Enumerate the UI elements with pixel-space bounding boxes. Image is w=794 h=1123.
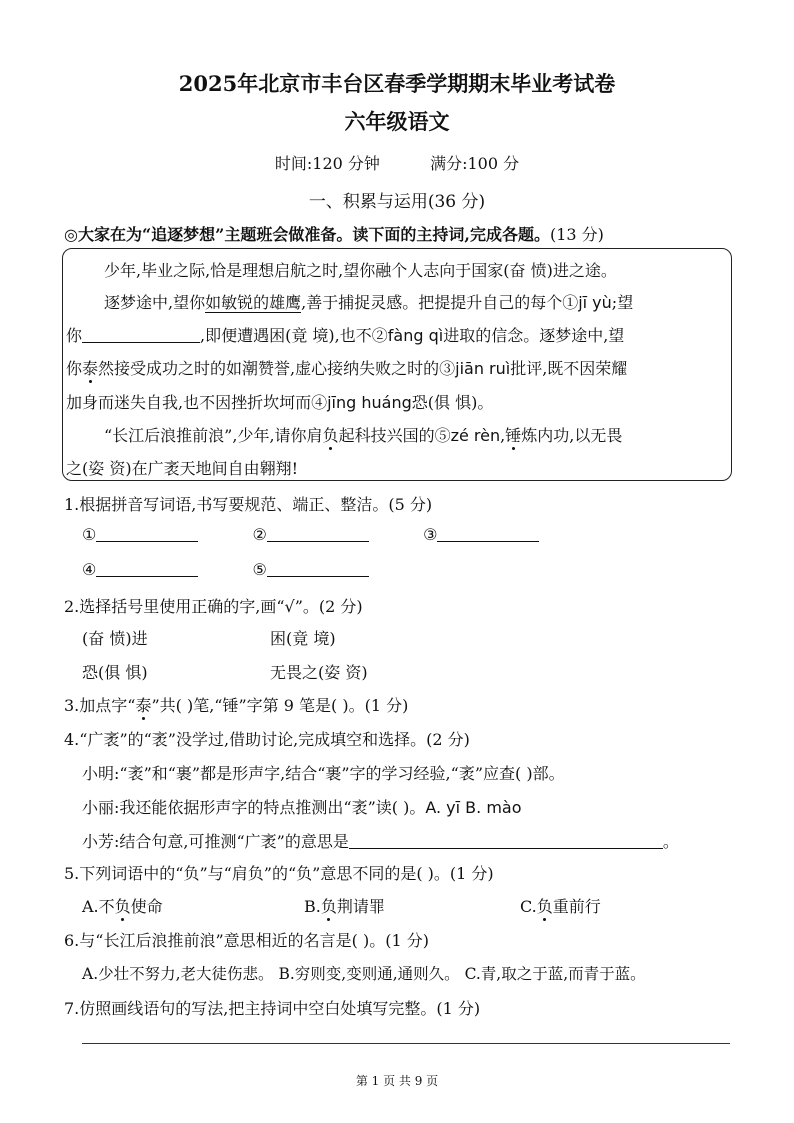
fill-blank-answer[interactable] (82, 326, 200, 343)
option-text: 重前行 (552, 897, 601, 916)
passage-line-4 (66, 356, 627, 379)
q4-text: 小芳:结合句意,可推测“广袤”的意思是 (82, 832, 349, 851)
option-text: A.不 (82, 897, 115, 916)
question-1: 1.根据拼音写词语,书写要规范、端正、整洁。(5 分) (64, 495, 433, 514)
q1-answer-row-1 (82, 525, 539, 544)
passage-line-6 (104, 423, 622, 446)
q6-options[interactable]: A.少壮不努力,老大徒伤悲。 B.穷则变,变则通,通则久。 C.青,取之于蓝,而青于蓝。 (82, 965, 646, 983)
passage-text: 恐(俱 惧)。 (411, 393, 494, 412)
q4-xiaoli (82, 795, 522, 818)
q4-xiaoming: 小明:“袤”和“裹”都是形声字,结合“裹”字的学习经验,“袤”应查( )部。 (82, 764, 565, 783)
passage-text: 逐梦途中,望你 (104, 293, 206, 312)
intro-text: ◎大家在为“追逐梦想”主题班会做准备。读下面的主持词,完成各题。 (64, 225, 550, 244)
option-text: B. (304, 897, 321, 916)
pinyin-2: fàng qì (387, 326, 444, 345)
option-text: 荆请罪 (336, 897, 385, 916)
question-4: 4.“广袤”的“袤”没学过,借助讨论,完成填空和选择。(2 分) (64, 730, 470, 749)
q1-answer-row-2 (82, 560, 369, 579)
q5-option-c[interactable] (520, 894, 601, 917)
question-3 (64, 693, 408, 716)
time-limit: 时间:120 分钟 (274, 154, 380, 173)
answer-blank-3[interactable] (437, 525, 539, 542)
passage-text: , (500, 426, 506, 445)
passage-line-7: 之(姿 资)在广袤天地间自由翱翔! (66, 459, 299, 478)
q3-text: ”共( )笔,“锤”字第 9 笔是( )。(1 分) (151, 696, 409, 715)
answer-number: ① (82, 525, 97, 544)
footer-divider (82, 1043, 730, 1044)
answer-blank-5[interactable] (267, 560, 369, 577)
pinyin-5: zé rèn (450, 426, 501, 445)
option-text: C. (520, 897, 537, 916)
passage-line-3 (66, 323, 624, 346)
q3-text: 3.加点字“ (64, 696, 136, 715)
exam-title: 2025年北京市丰台区春季学期期末毕业考试卷 (178, 71, 616, 96)
passage-text: 炼内功,以无畏 (521, 426, 623, 445)
q4-text: 。 (662, 832, 679, 851)
question-6: 6.与“长江后浪推前浪”意思相近的名言是( )。(1 分) (64, 931, 429, 950)
q4-pinyin-options[interactable]: A. yī B. mào (425, 798, 522, 817)
intro-points: (13 分) (549, 225, 604, 244)
question-5: 5.下列词语中的“负”与“肩负”的“负”意思不同的是( )。(1 分) (64, 864, 494, 883)
q4-text: 小丽:我还能依据形声字的特点推测出“袤”读( )。 (82, 798, 426, 817)
question-2: 2.选择括号里使用正确的字,画“√”。(2 分) (64, 597, 363, 616)
exam-subtitle: 六年级语文 (344, 109, 450, 134)
question-7: 7.仿照画线语句的写法,把主持词中空白处填写完整。(1 分) (64, 999, 481, 1018)
pinyin-4: jīng huáng (327, 393, 412, 412)
q2-option-2[interactable]: 困(竟 境) (270, 629, 336, 648)
dotted-char: 泰 (82, 359, 99, 378)
q5-option-b[interactable] (304, 894, 385, 917)
dotted-char: 负 (114, 897, 131, 916)
exam-meta (0, 151, 794, 174)
passage-line-1: 少年,毕业之际,恰是理想启航之时,望你融个人志向于国家(奋 愤)进之途。 (104, 261, 617, 280)
passage-text: “长江后浪推前浪”,少年,请你肩 (104, 426, 323, 445)
passage-text: 你 (66, 359, 83, 378)
passage-text: ,即便遭遇困(竟 境),也不② (200, 326, 388, 345)
pinyin-1: jī yù (578, 293, 612, 312)
q4-answer-blank[interactable] (349, 832, 663, 849)
passage-text: 进取的信念。逐梦途中,望 (443, 326, 625, 345)
dotted-char: 泰 (135, 696, 152, 715)
option-text: 使命 (130, 897, 163, 916)
section-intro (64, 222, 604, 245)
passage-text: ;望 (611, 293, 634, 312)
section-heading: 一、积累与运用(36 分) (308, 192, 486, 212)
underlined-phrase: 如敏锐的雄鹰 (205, 293, 302, 312)
dotted-char: 负 (320, 897, 337, 916)
passage-text: 加身而迷失自我,也不因挫折坎坷而④ (66, 393, 328, 412)
answer-number: ③ (423, 525, 438, 544)
dotted-char: 负 (536, 897, 553, 916)
answer-blank-1[interactable] (96, 525, 198, 542)
pinyin-3: jiān ruì (455, 359, 511, 378)
page-number: 第 1 页 共 9 页 (355, 1074, 439, 1088)
dotted-char: 负 (322, 426, 339, 445)
q2-option-4[interactable]: 无畏之(姿 资) (270, 663, 368, 682)
dotted-char: 锤 (505, 426, 522, 445)
q4-xiaofang (82, 829, 679, 852)
passage-line-5 (66, 390, 493, 413)
passage-text: 批评,既不因荣耀 (510, 359, 628, 378)
passage-text: ,善于捕捉灵感。把提提升自己的每个① (301, 293, 579, 312)
q5-option-a[interactable] (82, 894, 163, 917)
answer-number: ⑤ (252, 560, 267, 579)
answer-number: ④ (82, 560, 97, 579)
passage-text: 然接受成功之时的如潮赞誉,虚心接纳失败之时的③ (98, 359, 456, 378)
q2-option-3[interactable]: 恐(俱 惧) (82, 663, 148, 682)
passage-text: 起科技兴国的⑤ (338, 426, 451, 445)
passage-text: 你 (66, 326, 83, 345)
passage-line-2 (104, 290, 633, 313)
answer-blank-2[interactable] (267, 525, 369, 542)
answer-blank-4[interactable] (96, 560, 198, 577)
full-score: 满分:100 分 (430, 154, 520, 173)
answer-number: ② (252, 525, 267, 544)
q2-option-1[interactable]: (奋 愤)进 (82, 629, 148, 648)
